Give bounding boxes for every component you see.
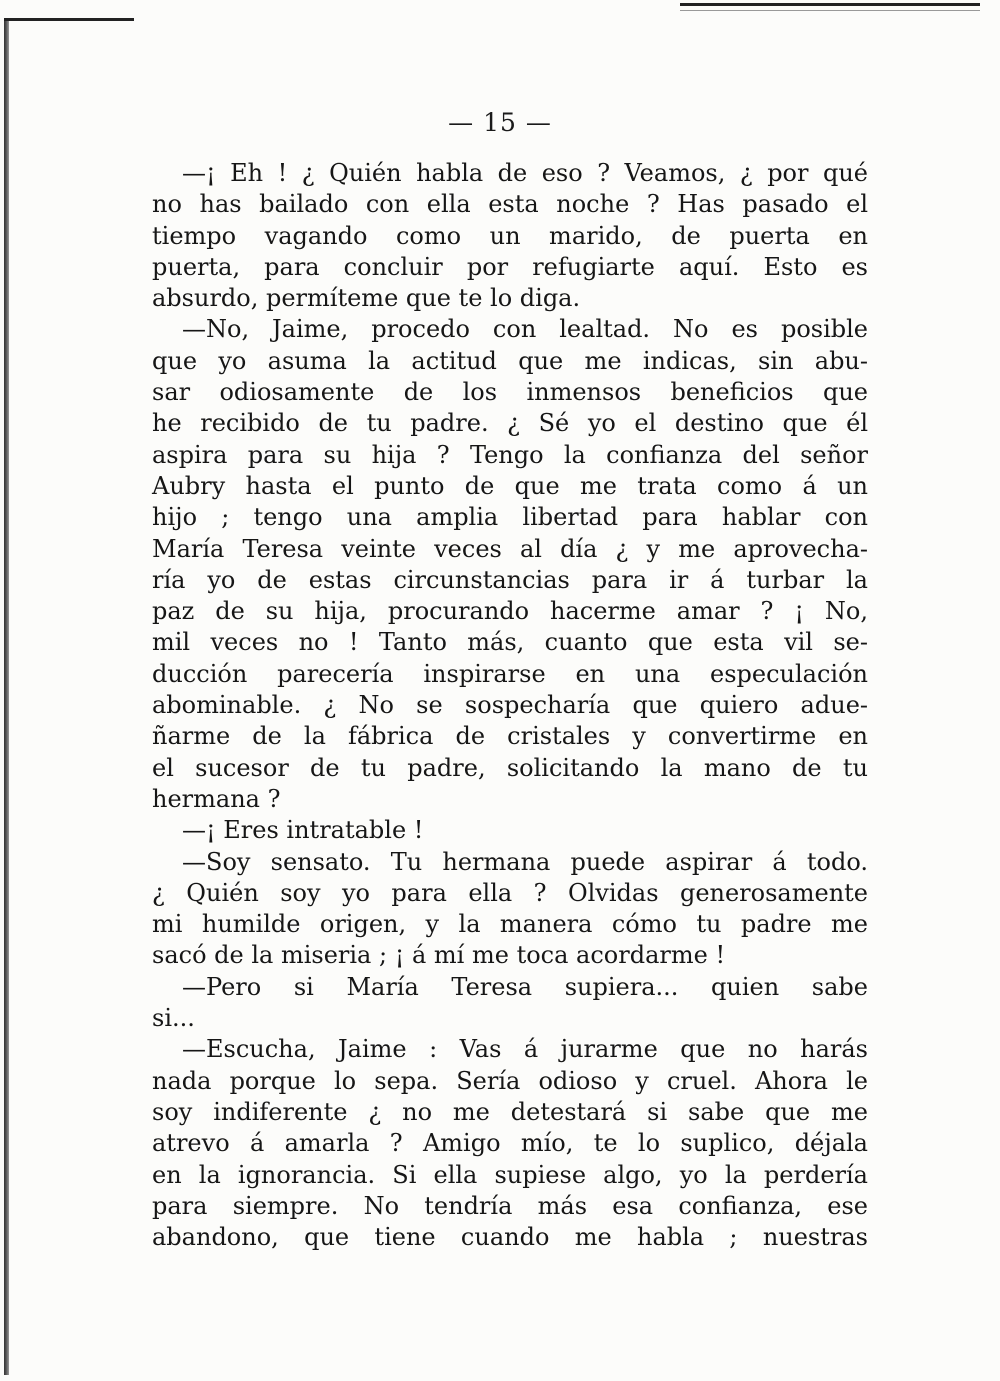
text-line: sacó de la miseria ; ¡ á mí me toca acordarme ! xyxy=(152,941,726,970)
text-line: —No, Jaime, procedo con lealtad. No es posible xyxy=(182,315,868,344)
binding-edge-corner xyxy=(4,18,134,21)
body-text xyxy=(152,158,868,1253)
text-line: Aubry hasta el punto de que me trata como á un xyxy=(152,471,868,500)
text-line: —Soy sensato. Tu hermana puede aspirar á todo. xyxy=(182,847,868,876)
text-line: en la ignorancia. Si ella supiese algo, yo la perdería xyxy=(152,1160,868,1189)
text-line: ¿ Quién soy yo para ella ? Olvidas generosamente xyxy=(152,878,868,907)
text-line: mil veces no ! Tanto más, cuanto que esta vil se- xyxy=(152,628,868,657)
text-line: María Teresa veinte veces al día ¿ y me aprovecha- xyxy=(152,534,868,563)
text-line: —¡ Eh ! ¿ Quién habla de eso ? Veamos, ¿ por qué xyxy=(182,159,868,187)
text-line: abandono, que tiene cuando me habla ; nuestras xyxy=(152,1223,868,1252)
text-line: ducción parecería inspirarse en una especulación xyxy=(152,659,868,688)
text-line: paz de su hija, procurando hacerme amar ? ¡ No, xyxy=(152,597,868,626)
text-line: mi humilde origen, y la manera cómo tu padre me xyxy=(152,910,868,939)
text-line: tiempo vagando como un marido, de puerta en xyxy=(152,221,868,250)
text-line: he recibido de tu padre. ¿ Sé yo el destino que él xyxy=(152,409,868,438)
page-number: — 15 — xyxy=(448,108,552,137)
text-line: atrevo á amarla ? Amigo mío, te lo suplico, déjala xyxy=(152,1129,868,1158)
binding-edge-shadow xyxy=(4,20,9,1375)
text-line: si... xyxy=(152,1004,195,1033)
text-line: aspira para su hija ? Tengo la confianza del señor xyxy=(152,440,868,469)
text-line: puerta, para concluir por refugiarte aquí. Esto es xyxy=(152,252,868,281)
text-line: —Escucha, Jaime : Vas á jurarme que no harás xyxy=(182,1035,868,1064)
text-line: abominable. ¿ No se sospecharía que quiero adue- xyxy=(152,691,868,720)
scan-top-rule xyxy=(680,3,980,6)
text-line: —¡ Eres intratable ! xyxy=(182,816,424,845)
text-line: no has bailado con ella esta noche ? Has pasado el xyxy=(152,190,868,219)
text-line: —Pero si María Teresa supiera... quien sabe xyxy=(182,972,868,1001)
text-line: para siempre. No tendría más esa confianza, ese xyxy=(152,1191,868,1220)
text-line: ría yo de estas circunstancias para ir á turbar la xyxy=(152,565,868,594)
scan-top-rule-thin xyxy=(680,10,980,11)
text-line: absurdo, permíteme que te lo diga. xyxy=(152,284,581,313)
text-line: el sucesor de tu padre, solicitando la mano de tu xyxy=(152,753,868,782)
text-line: soy indiferente ¿ no me detestará si sabe que me xyxy=(152,1097,868,1126)
text-line: hermana ? xyxy=(152,784,281,813)
text-line: que yo asuma la actitud que me indicas, sin abu- xyxy=(152,346,868,375)
text-line: nada porque lo sepa. Sería odioso y cruel. Ahora le xyxy=(152,1066,868,1095)
text-line: ñarme de la fábrica de cristales y convertirme en xyxy=(152,722,868,751)
text-line: sar odiosamente de los inmensos beneficios que xyxy=(152,378,868,407)
text-line: hijo ; tengo una amplia libertad para hablar con xyxy=(152,503,868,532)
